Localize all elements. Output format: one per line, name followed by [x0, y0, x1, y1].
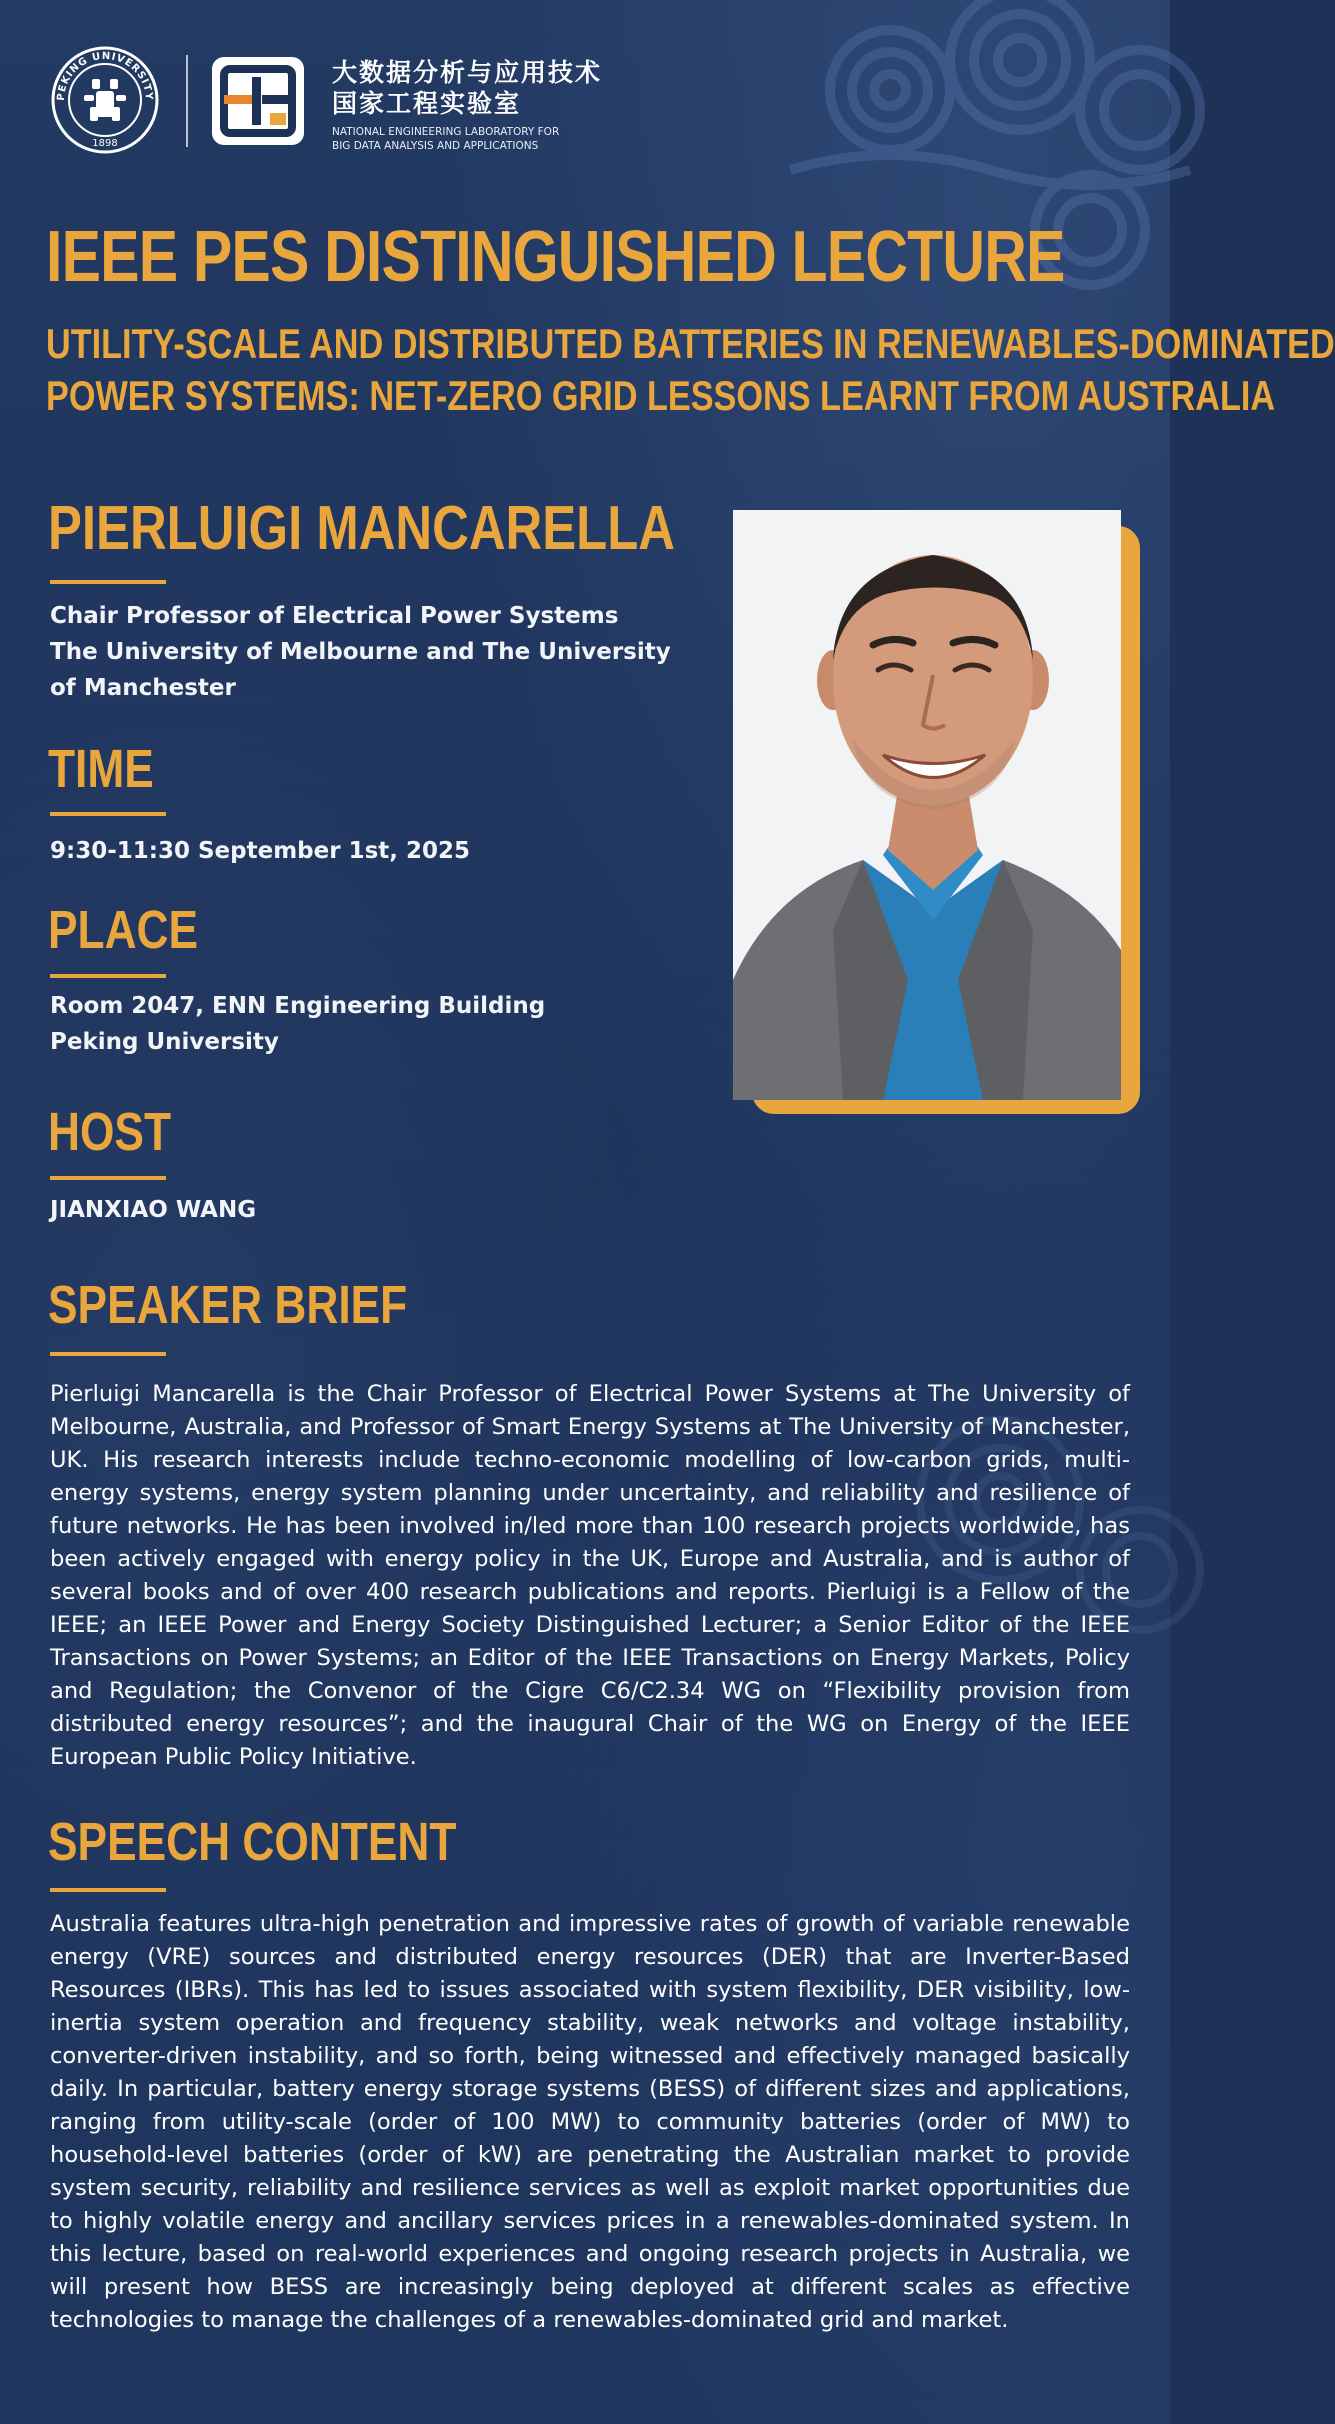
- time-underline: [50, 812, 166, 816]
- speaker-portrait-icon: [733, 510, 1121, 1100]
- speaker-position: [50, 598, 671, 706]
- speech-content-text: Australia features ultra-high penetration and impressive rates of growth of variable renewable energy (VRE) sources and distributed energy resources (DER) that are Inverter-Based Resources (IBRs). This has led to issues associated with system flexibility, DER visibility, low-inertia system operation and frequency stability, weak networks and voltage instability, converter-driven instability, and so forth, being witnessed and effectively managed basically daily. In particular, battery energy storage systems (BESS) of different sizes and applications, ranging from utility-scale (order of 100 MW) to community batteries (order of MW) to household-level batteries (order of kW) are penetrating the Australian market to provide system security, reliability and resilience services as well as exploit market opportunities due to highly volatile energy and ancillary services prices in a renewables-dominated system. In this lecture, based on real-world experiences and ongoing research projects in Australia, we will present how BESS are increasingly being deployed at different scales as effective technologies to manage the challenges of a renewables-dominated grid and market.: [50, 1911, 1130, 2333]
- lab-name: [332, 57, 652, 153]
- host-heading: HOST: [48, 1102, 172, 1162]
- host-name: JIANXIAO WANG: [50, 1197, 257, 1223]
- lab-name-cn-line2: 国家工程实验室: [332, 89, 522, 118]
- place-line1: Room 2047, ENN Engineering Building: [50, 993, 546, 1019]
- speaker-brief-underline: [50, 1352, 166, 1356]
- pku-seal-text: PEKING UNIVERSITY: [55, 50, 155, 102]
- peking-university-seal-icon: [50, 45, 160, 155]
- place-heading: PLACE: [48, 900, 199, 960]
- lab-name-cn-line1: 大数据分析与应用技术: [332, 58, 603, 87]
- place-underline: [50, 974, 166, 978]
- speaker-name: PIERLUIGI MANCARELLA: [48, 494, 676, 563]
- pku-seal-year: 1898: [92, 138, 118, 149]
- speaker-photo: [733, 510, 1121, 1100]
- speaker-position-line1: Chair Professor of Electrical Power Systems: [50, 603, 619, 629]
- time-value: 9:30-11:30 September 1st, 2025: [50, 838, 471, 864]
- header-divider: [186, 55, 188, 147]
- event-title: IEEE PES DISTINGUISHED LECTURE: [46, 217, 1065, 297]
- event-subtitle-line2: POWER SYSTEMS: NET-ZERO GRID LESSONS LEARNT FROM AUSTRALIA: [46, 372, 1276, 419]
- speaker-position-line3: of Manchester: [50, 675, 236, 701]
- speech-content-heading: SPEECH CONTENT: [48, 1812, 457, 1872]
- speaker-brief-text: Pierluigi Mancarella is the Chair Professor of Electrical Power Systems at The University of Melbourne, Australia, and Professor of Smart Energy Systems at The University of Manchester, UK. His research interests include techno-economic modelling of low-carbon grids, multi-energy systems, energy system planning under uncertainty, and reliability and resilience of future networks. He has been involved in/led more than 100 research projects worldwide, has been actively engaged with energy policy in the UK, Europe and Australia, and is author of several books and of over 400 research publications and reports. Pierluigi is a Fellow of the IEEE; an IEEE Power and Energy Society Distinguished Lecturer; a Senior Editor of the IEEE Transactions on Power Systems; an Editor of the IEEE Transactions on Energy Markets, Policy and Regulation; the Convenor of the Cigre C6/C2.34 WG on “Flexibility provision from distributed energy resources”; and the inaugural Chair of the WG on Energy of the IEEE European Public Policy Initiative.: [50, 1381, 1130, 1770]
- speaker-position-line2: The University of Melbourne and The University: [50, 639, 671, 665]
- lab-name-en-line1: NATIONAL ENGINEERING LABORATORY FOR: [332, 126, 560, 138]
- speaker-name-underline: [50, 580, 166, 584]
- header: [50, 45, 670, 155]
- big-data-lab-logo-icon: [210, 55, 306, 147]
- speech-content-underline: [50, 1888, 166, 1892]
- host-underline: [50, 1176, 166, 1180]
- time-heading: TIME: [48, 739, 154, 799]
- place-line2: Peking University: [50, 1029, 279, 1055]
- lab-name-en-line2: BIG DATA ANALYSIS AND APPLICATIONS: [332, 140, 539, 152]
- event-subtitle: [46, 318, 1335, 422]
- place-value: [50, 988, 545, 1060]
- event-subtitle-line1: UTILITY-SCALE AND DISTRIBUTED BATTERIES IN RENEWABLES-DOMINATED: [46, 320, 1335, 367]
- speaker-brief-heading: SPEAKER BRIEF: [48, 1275, 408, 1335]
